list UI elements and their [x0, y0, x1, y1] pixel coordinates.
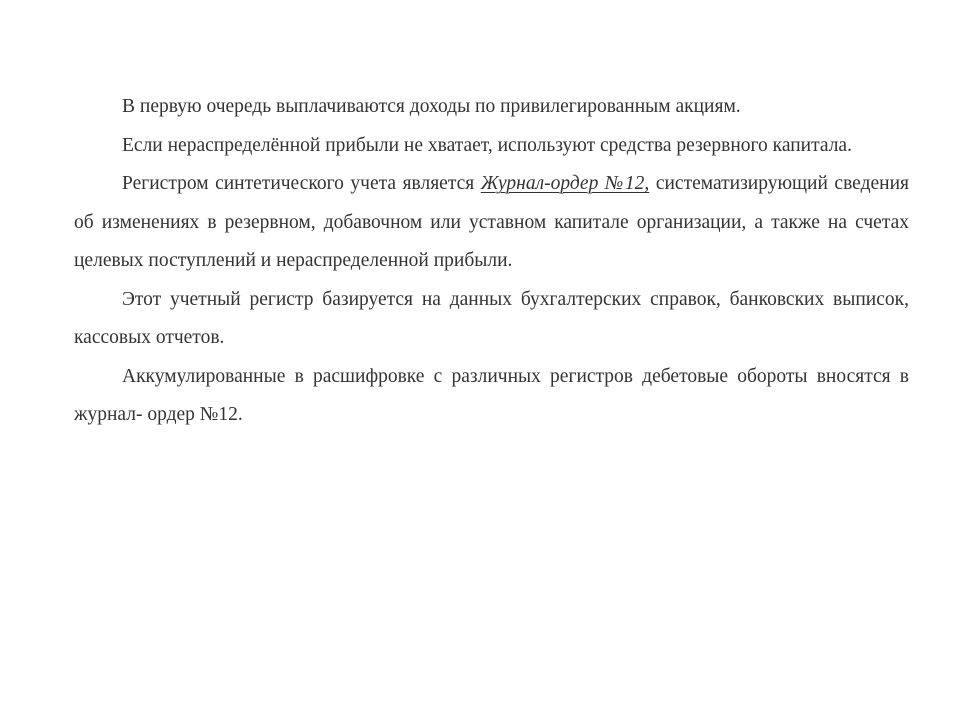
journal-order-12-link[interactable]: Журнал-ордер №12, [480, 173, 650, 194]
paragraph-register-sources: Этот учетный регистр базируется на данных бухгалтерских справок, банковских выписок, кассовых отчетов. [74, 288, 909, 348]
slide-text-body [74, 88, 909, 435]
paragraph-synthetic-register-lead: Регистром синтетического учета является [122, 173, 481, 194]
paragraph-preferred-shares: В первую очередь выплачиваются доходы по привилегированным акциям. [122, 96, 741, 117]
paragraph-debit-turnover: Аккумулированные в расшифровке с различных регистров дебетовые обороты вносятся в журнал- ордер №12. [74, 365, 909, 425]
paragraph-synthetic-register [74, 165, 909, 281]
paragraph-reserve-capital: Если нераспределённой прибыли не хватает, используют средства резервного капитала. [122, 134, 852, 156]
paragraph-synthetic-register-tail: систематизирующий сведения об изменениях в резервном, добавочном или уставном капитале организации, а также на счетах целевых поступлений и нераспределенной прибыли. [74, 173, 909, 271]
